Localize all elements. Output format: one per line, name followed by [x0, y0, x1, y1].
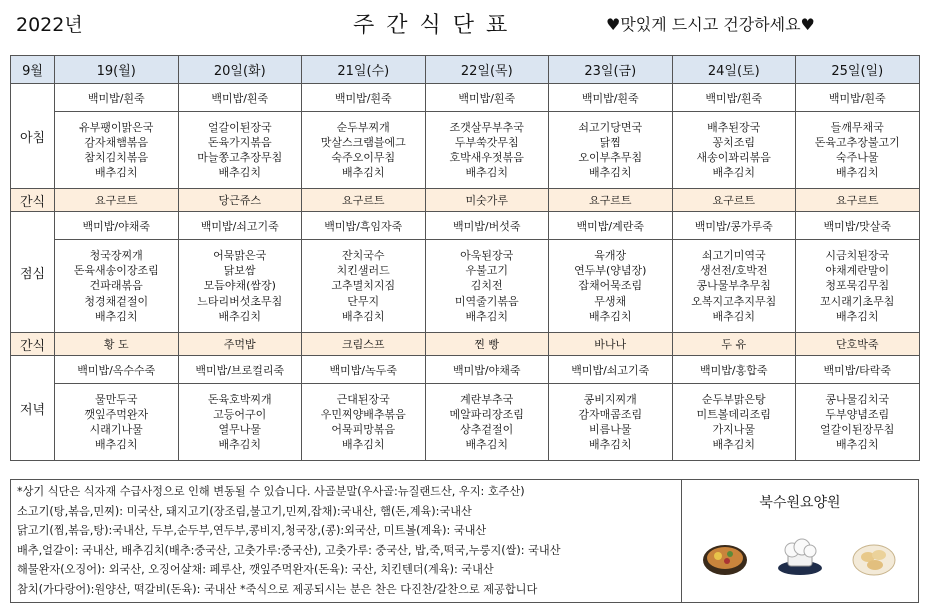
dish-item: 쇠고기당면국	[578, 120, 643, 134]
dish-item: 고등어구이	[213, 407, 267, 421]
dish-item: 청포묵김무침	[825, 279, 890, 293]
dish-item: 배추김치	[341, 166, 385, 180]
footer-panel	[10, 479, 919, 603]
snack-cell: 요구르트	[672, 189, 796, 212]
lunch-label: 점심	[11, 212, 55, 333]
dish-item: 콩비지찌개	[583, 392, 637, 406]
facility-name: 북수원요양원	[759, 495, 841, 511]
origin-notes	[17, 482, 677, 600]
snack-cell: 요구르트	[796, 189, 920, 212]
day-header: 20일(화)	[178, 56, 302, 84]
dish-item: 모듬야채(쌈장)	[203, 279, 276, 293]
dish-item: 호박새우젓볶음	[449, 151, 524, 164]
dinner-dish-row	[11, 384, 920, 461]
lunch-rice-row	[11, 212, 920, 240]
dish-item: 청경채겉절이	[84, 294, 149, 308]
rice-porridge-cell: 백미밥/녹두죽	[302, 356, 426, 384]
dish-item: 쇠고기미역국	[701, 248, 766, 262]
dish-item: 오복지고추지무침	[691, 294, 777, 308]
dish-item: 배추김치	[588, 166, 632, 180]
side-dish-cell	[55, 240, 179, 333]
dish-item: 배추김치	[835, 166, 879, 180]
snack1-label: 간식	[11, 189, 55, 212]
dish-item: 감자채햄볶음	[84, 135, 149, 149]
dish-item: 상추겉절이	[460, 423, 514, 436]
snack-cell: 두 유	[672, 333, 796, 356]
heart-icon: ♥	[606, 15, 621, 34]
dish-item: 꽁치조림	[712, 135, 755, 149]
dish-item: 닭보쌈	[223, 264, 256, 278]
dish-item: 배추김치	[712, 309, 755, 323]
dish-item: 김치전	[470, 279, 503, 293]
dish-item: 두부양념조림	[825, 407, 890, 421]
dish-item: 배추김치	[835, 438, 879, 452]
dish-item: 얼갈이된장국	[207, 120, 272, 134]
heart-icon: ♥	[800, 15, 815, 34]
dish-item: 생선전/호박전	[700, 264, 768, 278]
rice-porridge-cell: 백미밥/흰죽	[549, 84, 673, 112]
facility-panel	[682, 480, 918, 602]
dish-item: 콩나물김치국	[825, 392, 890, 406]
dish-item: 물만두국	[94, 392, 138, 406]
rice-porridge-cell: 백미밥/홍합죽	[672, 356, 796, 384]
dish-item: 숙주오이무침	[331, 151, 396, 164]
snack-cell: 당근쥬스	[178, 189, 302, 212]
dish-item: 배추김치	[94, 309, 138, 323]
rice-porridge-cell: 백미밥/콩가루죽	[672, 212, 796, 240]
dinner-label: 저녁	[11, 356, 55, 461]
note-line: 참치(가다랑어):원양산, 떡갈비(돈육): 국내산 *죽식으로 제공되시는 분은 찬은 다진찬/갈찬으로 제공합니다	[17, 582, 538, 596]
side-dish-cell	[55, 384, 179, 461]
breakfast-label: 아침	[11, 84, 55, 189]
side-dish-cell	[796, 240, 920, 333]
dish-item: 깻잎주먹완자	[84, 407, 149, 421]
dish-item: 치킨샐러드	[336, 264, 390, 278]
dish-item: 비름나물	[588, 423, 632, 436]
side-dish-cell	[302, 240, 426, 333]
day-header: 22일(목)	[425, 56, 549, 84]
rice-porridge-cell: 백미밥/쇠고기죽	[178, 212, 302, 240]
rice-porridge-cell: 백미밥/맛살죽	[796, 212, 920, 240]
snack1-row	[11, 189, 920, 212]
dish-item: 청국장찌개	[89, 248, 143, 262]
dish-item: 우불고기	[465, 264, 508, 278]
breakfast-dish-row	[11, 112, 920, 189]
day-header: 21일(수)	[302, 56, 426, 84]
dish-item: 숙주나물	[835, 151, 879, 164]
dish-item: 배추김치	[835, 309, 879, 323]
dish-item: 참치김치볶음	[84, 151, 149, 164]
side-dish-cell	[672, 112, 796, 189]
dish-item: 미역줄기볶음	[454, 294, 519, 308]
dish-item: 감자매콤조림	[578, 407, 643, 421]
rice-porridge-cell: 백미밥/계란죽	[549, 212, 673, 240]
dish-item: 계란부추국	[460, 392, 514, 406]
snack2-row	[11, 333, 920, 356]
dish-item: 느타리버섯초무침	[197, 294, 283, 308]
dish-item: 배추김치	[218, 309, 261, 323]
breakfast-rice-row	[11, 84, 920, 112]
dish-item: 잔치국수	[341, 248, 385, 262]
snack-cell: 크림스프	[302, 333, 426, 356]
slogan-text: 맛있게 드시고 건강하세요	[620, 15, 801, 34]
dish-item: 배추김치	[465, 438, 508, 452]
dish-item: 맛살스크램블에그	[320, 135, 406, 149]
side-dish-cell	[796, 384, 920, 461]
snack-cell: 단호박죽	[796, 333, 920, 356]
dish-item: 연두부(양념장)	[574, 264, 647, 278]
weekly-menu-table	[10, 55, 920, 461]
snack-cell: 주먹밥	[178, 333, 302, 356]
dish-item: 새송이꽈리볶음	[696, 151, 771, 164]
food-bowl-image	[700, 538, 750, 578]
side-dish-cell	[425, 384, 549, 461]
dish-item: 야채계란말이	[825, 264, 890, 278]
rice-porridge-cell: 백미밥/버섯죽	[425, 212, 549, 240]
dish-item: 마늘쫑고추장무침	[197, 151, 283, 164]
rice-porridge-cell: 백미밥/옥수수죽	[55, 356, 179, 384]
side-dish-cell	[178, 240, 302, 333]
dish-item: 고추멸치지짐	[331, 279, 396, 293]
rice-porridge-cell: 백미밥/야채죽	[55, 212, 179, 240]
note-line: 배추,얼갈이: 국내산, 배추김치(배추:중국산, 고춧가루:중국산), 고춧가루: 중국산, 밥,죽,떡국,누룽지(쌀): 국내산	[17, 543, 561, 557]
dish-item: 무생채	[594, 294, 627, 308]
note-line: 소고기(탕,볶음,민찌): 미국산, 돼지고기(장조림,불고기,민찌,잡채):국내산, 햄(돈,계육):국내산	[17, 504, 472, 518]
dish-item: 배추김치	[218, 438, 261, 452]
dish-item: 순두부맑은탕	[701, 392, 766, 406]
dish-item: 꼬시래기초무침	[820, 294, 895, 308]
side-dish-cell	[55, 112, 179, 189]
dish-item: 배추된장국	[707, 120, 761, 134]
side-dish-cell	[672, 384, 796, 461]
rice-porridge-cell: 백미밥/흰죽	[425, 84, 549, 112]
note-line: 해물완자(오징어): 외국산, 오징어살채: 페루산, 깻잎주먹완자(돈육): 국산, 치킨텐더(계육): 국내산	[17, 563, 494, 577]
slogan	[606, 12, 815, 35]
dish-item: 배추김치	[94, 438, 138, 452]
page-title: 주간식단표	[353, 13, 520, 38]
note-line: 닭고기(찜,볶음,탕):국내산, 두부,순두부,연두부,콩비지,청국장,(콩):외국산, 미트볼(계육): 국내산	[17, 524, 487, 538]
note-line: *상기 식단은 식자재 수급사정으로 인해 변동될 수 있습니다. 사골분말(우사골:뉴질랜드산, 우지: 호주산)	[17, 485, 525, 498]
dish-item: 미트볼데리조림	[696, 407, 771, 421]
side-dish-cell	[549, 384, 673, 461]
dish-item: 메알파리장조림	[449, 407, 524, 421]
dish-item: 우민찌양배추볶음	[320, 407, 406, 421]
side-dish-cell	[425, 240, 549, 333]
dish-item: 열무나물	[218, 423, 261, 436]
chef-hat-image	[772, 538, 828, 578]
side-dish-cell	[549, 112, 673, 189]
dinner-rice-row	[11, 356, 920, 384]
dish-item: 얼갈이된장무침	[820, 423, 895, 436]
dish-item: 배추김치	[712, 166, 755, 180]
side-dish-cell	[796, 112, 920, 189]
dish-item: 배추김치	[712, 438, 755, 452]
dish-item: 오이부추무침	[578, 151, 643, 164]
dish-item: 배추김치	[94, 166, 138, 180]
snack-cell: 찐 빵	[425, 333, 549, 356]
side-dish-cell	[549, 240, 673, 333]
dish-item: 어묵맑은국	[213, 248, 267, 262]
snack-cell: 요구르트	[549, 189, 673, 212]
dish-item: 돈육새송이장조림	[73, 264, 159, 278]
dish-item: 잡채어묵조림	[578, 279, 643, 293]
dish-item: 순두부찌개	[336, 120, 390, 134]
dish-item: 조갯살무부추국	[449, 120, 524, 134]
dish-item: 배추김치	[341, 438, 385, 452]
snack2-label: 간식	[11, 333, 55, 356]
rice-porridge-cell: 백미밥/흰죽	[55, 84, 179, 112]
side-dish-cell	[672, 240, 796, 333]
dish-item: 돈육가지볶음	[207, 135, 272, 149]
dish-item: 단무지	[347, 294, 380, 308]
dish-item: 육개장	[594, 248, 627, 262]
rice-porridge-cell: 백미밥/타락죽	[796, 356, 920, 384]
lunch-dish-row	[11, 240, 920, 333]
dish-item: 가지나물	[712, 423, 755, 436]
dish-item: 시금치된장국	[825, 248, 890, 262]
day-header: 25일(일)	[796, 56, 920, 84]
dish-item: 콩나물부추무침	[696, 279, 771, 293]
rice-porridge-cell: 백미밥/흰죽	[672, 84, 796, 112]
dumpling-plate-image	[850, 538, 898, 578]
dish-item: 배추김치	[588, 309, 632, 323]
dish-item: 아욱된장국	[460, 248, 514, 262]
snack-cell: 미숫가루	[425, 189, 549, 212]
snack-cell: 요구르트	[302, 189, 426, 212]
side-dish-cell	[302, 384, 426, 461]
dish-item: 시래기나물	[89, 423, 143, 436]
snack-cell: 황 도	[55, 333, 179, 356]
header-row	[11, 56, 920, 84]
month-header: 9월	[11, 56, 55, 84]
rice-porridge-cell: 백미밥/흰죽	[796, 84, 920, 112]
dish-item: 배추김치	[465, 309, 508, 323]
dish-item: 근대된장국	[336, 392, 390, 406]
year-label: 2022년	[16, 14, 83, 36]
rice-porridge-cell: 백미밥/흰죽	[178, 84, 302, 112]
dish-item: 배추김치	[465, 166, 508, 180]
dish-item: 돈육고추장불고기	[814, 135, 900, 149]
rice-porridge-cell: 백미밥/야채죽	[425, 356, 549, 384]
dish-item: 배추김치	[341, 309, 385, 323]
dish-item: 배추김치	[588, 438, 632, 452]
dish-item: 건파래볶음	[89, 279, 143, 293]
dish-item: 들깨무채국	[830, 120, 884, 134]
day-header: 19(월)	[55, 56, 179, 84]
day-header: 23일(금)	[549, 56, 673, 84]
dish-item: 배추김치	[218, 166, 261, 180]
side-dish-cell	[178, 384, 302, 461]
dish-item: 돈육호박찌개	[207, 392, 272, 406]
side-dish-cell	[425, 112, 549, 189]
rice-porridge-cell: 백미밥/흰죽	[302, 84, 426, 112]
dish-item: 유부팽이맑은국	[79, 120, 154, 134]
rice-porridge-cell: 백미밥/흑임자죽	[302, 212, 426, 240]
snack-cell: 바나나	[549, 333, 673, 356]
dish-item: 어묵피망볶음	[331, 423, 396, 436]
day-header: 24일(토)	[672, 56, 796, 84]
dish-item: 두부쑥갓무침	[454, 135, 519, 149]
side-dish-cell	[302, 112, 426, 189]
dish-item: 닭찜	[599, 135, 621, 149]
rice-porridge-cell: 백미밥/쇠고기죽	[549, 356, 673, 384]
snack-cell: 요구르트	[55, 189, 179, 212]
rice-porridge-cell: 백미밥/브로컬리죽	[178, 356, 302, 384]
side-dish-cell	[178, 112, 302, 189]
